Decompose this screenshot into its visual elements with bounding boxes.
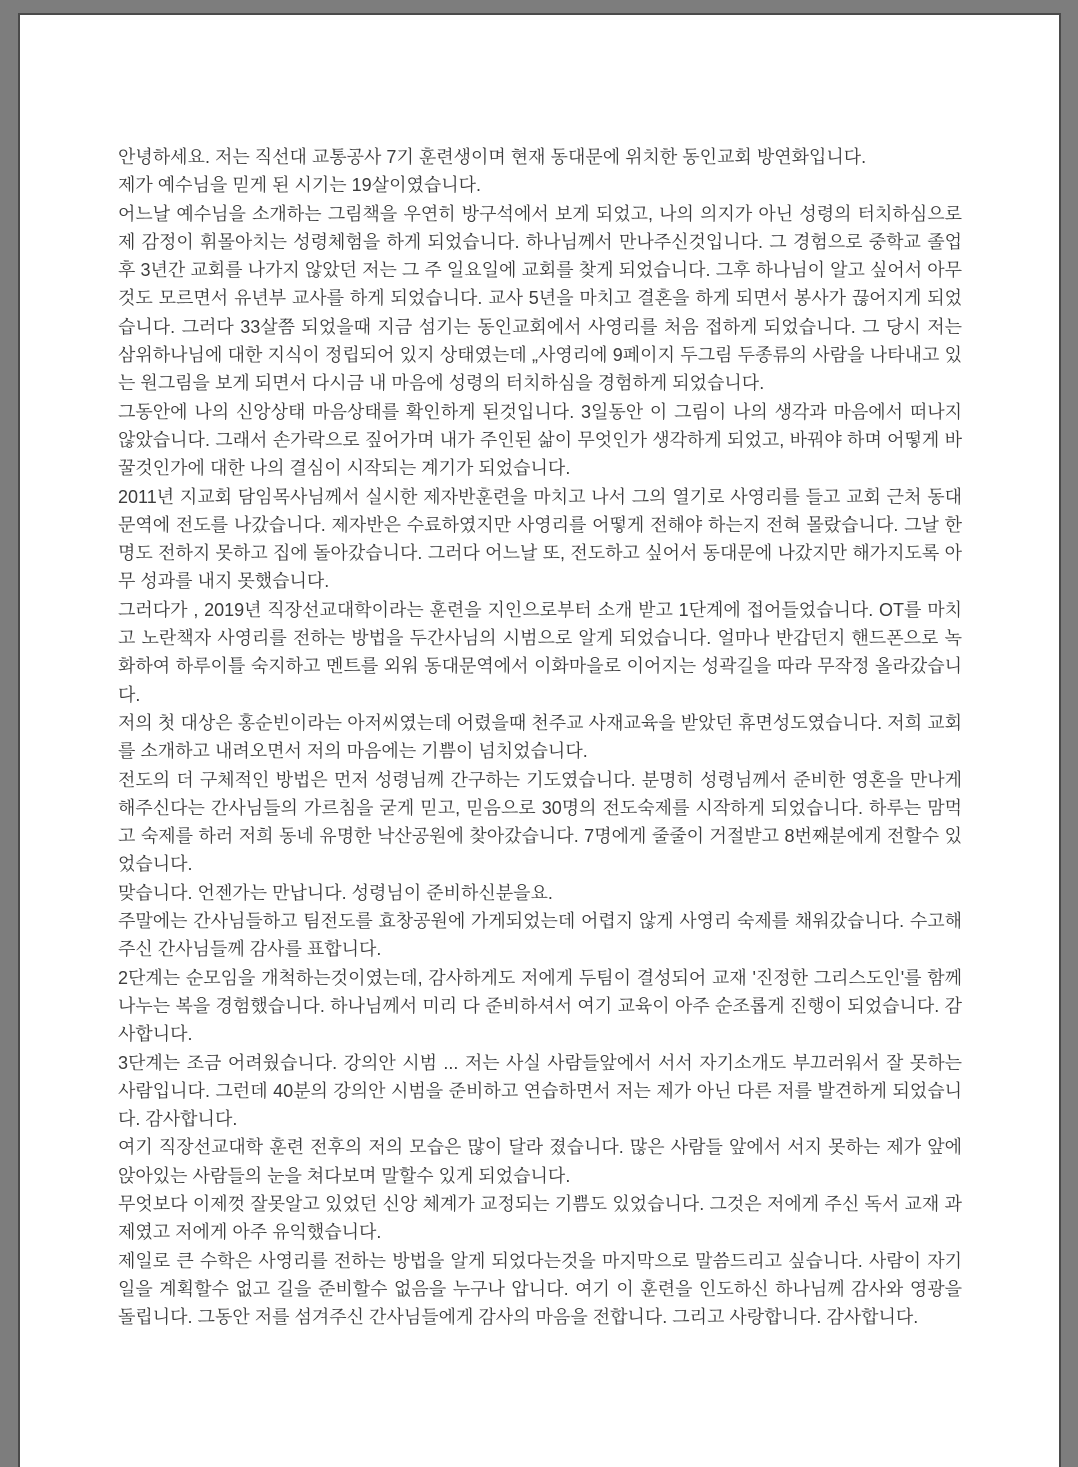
paragraph: 주말에는 간사님들하고 팀전도를 효창공원에 가게되었는데 어렵지 않게 사영리 숙제를 채워갔습니다. 수고해 주신 간사님들께 감사를 표합니다. (118, 911, 962, 960)
paragraph: 무엇보다 이제껏 잘못알고 있었던 신앙 체계가 교정되는 기쁨도 있었습니다. 그것은 저에게 주신 독서 교재 과제였고 저에게 아주 유익했습니다. (118, 1193, 962, 1243)
paragraph: 제일로 큰 수학은 사영리를 전하는 방법을 알게 되었다는것을 마지막으로 말씀드리고 싶습니다. 사람이 자기일을 계획할수 없고 길을 준비할수 없음을 누구나 압니다. 여기 이 훈련을 인도하신 하나님께 감사와 영광을 돌립니다. 그동안 저를 섬겨주신 간사님들에게 감사의 마음을 전합니다. 그리고 사랑합니다. 감사합니다. (118, 1250, 962, 1328)
document-text (20, 15, 1059, 1331)
paragraph: 어느날 예수님을 소개하는 그림책을 우연히 방구석에서 보게 되었고, 나의 의지가 아닌 성령의 터치하심으로 제 감정이 휘몰아치는 성령체험을 하게 되었습니다. 하나님께서 만나주신것입니다. 그 경험으로 중학교 졸업후 3년간 교회를 나가지 않았던 저는 그 주 일요일에 교회를 찾게 되었습니다. 그후 하나님이 알고 싶어서 아무것도 모르면서 유년부 교사를 하게 되었습니다. 교사 5년을 마치고 결혼을 하게 되면서 봉사가 끊어지게 되었습니다. 그러다 33살쯤 되었을때 지금 섬기는 동인교회에서 사영리를 처음 접하게 되었습니다. 그 당시 저는 삼위하나님에 대한 지식이 정립되어 있지 상태였는데 „사영리에 9페이지 두그림 두종류의 사람을 나타내고 있는 원그림을 보게 되면서 다시금 내 마음에 성령의 터치하심을 경험하게 되었습니다. (118, 203, 962, 394)
paragraph: 제가 예수님을 믿게 된 시기는 19살이였습니다. (118, 175, 482, 196)
paragraph: 맞습니다. 언젠가는 만납니다. 성령님이 준비하신분을요. (118, 882, 553, 903)
paragraph: 2011년 지교회 담임목사님께서 실시한 제자반훈련을 마치고 나서 그의 열기로 사영리를 들고 교회 근처 동대문역에 전도를 나갔습니다. 제자반은 수료하였지만 사영리를 어떻게 전해야 하는지 전혀 몰랐습니다. 그날 한명도 전하지 못하고 집에 돌아갔습니다. 그러다 어느날 또, 전도하고 싶어서 동대문에 나갔지만 해가지도록 아무 성과를 내지 못했습니다. (118, 486, 962, 592)
paragraph: 그동안에 나의 신앙상태 마음상태를 확인하게 된것입니다. 3일동안 이 그림이 나의 생각과 마음에서 떠나지 않았습니다. 그래서 손가락으로 짚어가며 내가 주인된 삶이 무엇인가 생각하게 되었고, 바꿔야 하며 어떻게 바꿀것인가에 대한 나의 결심이 시작되는 계기가 되었습니다. (118, 401, 962, 479)
paragraph: 안녕하세요. 저는 직선대 교통공사 7기 훈련생이며 현재 동대문에 위치한 동인교회 방연화입니다. (118, 147, 867, 167)
paragraph: 2단계는 순모임을 개척하는것이였는데, 감사하게도 저에게 두팀이 결성되어 교재 '진정한 그리스도인'를 함께 나누는 복을 경험했습니다. 하나님께서 미리 다 준비하셔서 여기 교육이 아주 순조롭게 진행이 되었습니다. 감사합니다. (118, 967, 962, 1045)
paragraph: 저의 첫 대상은 홍순빈이라는 아저씨였는데 어렸을때 천주교 사재교육을 받았던 휴면성도였습니다. 저희 교회를 소개하고 내려오면서 저의 마음에는 기쁨이 넘치었습니다. (118, 712, 962, 762)
paragraph: 3단계는 조금 어려웠습니다. 강의안 시범 ... 저는 사실 사람들앞에서 서서 자기소개도 부끄러워서 잘 못하는 사람입니다. 그런데 40분의 강의안 시범을 준비하고 연습하면서 저는 제가 아닌 다른 저를 발견하게 되었습니다. 감사합니다. (118, 1052, 962, 1130)
paragraph: 그러다가 , 2019년 직장선교대학이라는 훈련을 지인으로부터 소개 받고 1단계에 접어들었습니다. OT를 마치고 노란책자 사영리를 전하는 방법을 두간사님의 시범으로 알게 되었습니다. 얼마나 반갑던지 핸드폰으로 녹화하여 하루이틀 숙지하고 멘트를 외워 동대문역에서 이화마을로 이어지는 성곽길을 따라 무작정 올라갔습니다. (118, 599, 962, 705)
paragraph: 전도의 더 구체적인 방법은 먼저 성령님께 간구하는 기도였습니다. 분명히 성령님께서 준비한 영혼을 만나게 해주신다는 간사님들의 가르침을 굳게 믿고, 믿음으로 30명의 전도숙제를 시작하게 되었습니다. 하루는 맘먹고 숙제를 하러 저희 동네 유명한 낙산공원에 찾아갔습니다. 7명에게 줄줄이 거절받고 8번째분에게 전할수 있었습니다. (118, 769, 962, 875)
paragraph: 여기 직장선교대학 훈련 전후의 저의 모습은 많이 달라 졌습니다. 많은 사람들 앞에서 서지 못하는 제가 앞에 앉아있는 사람들의 눈을 쳐다보며 말할수 있게 되었습니다. (118, 1137, 962, 1186)
document-page (18, 13, 1061, 1467)
